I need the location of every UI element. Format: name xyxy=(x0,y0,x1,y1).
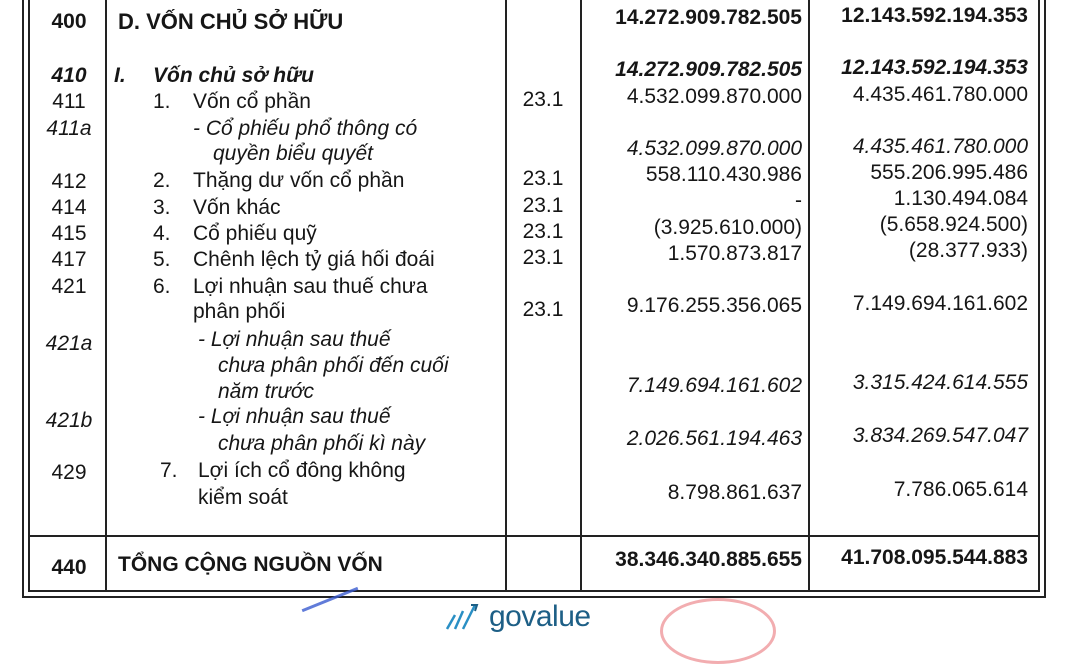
row-code: 411 xyxy=(52,90,86,113)
row-label-line1: Lợi nhuận sau thuế chưa xyxy=(193,275,428,298)
row-value-prior: 555.206.995.486 xyxy=(870,161,1028,184)
row-code: 429 xyxy=(51,461,87,484)
row-label-line3: năm trước xyxy=(218,380,315,403)
row-label-line1: - Cổ phiếu phổ thông có xyxy=(193,117,418,140)
row-value-prior: 12.143.592.194.353 xyxy=(841,56,1028,79)
row-value-current: 4.532.099.870.000 xyxy=(626,137,802,160)
row-value-prior: 4.435.461.780.000 xyxy=(852,83,1028,106)
row-value-prior: (5.658.924.500) xyxy=(879,213,1028,236)
row-note: 23.1 xyxy=(522,298,564,321)
row-note: 23.1 xyxy=(522,88,564,111)
row-value-prior: (28.377.933) xyxy=(908,239,1028,262)
row-note: 23.1 xyxy=(522,167,564,190)
row-code: 411a xyxy=(46,117,92,140)
row-value-prior: 3.315.424.614.555 xyxy=(852,371,1028,394)
row-code: 421b xyxy=(45,409,93,432)
col-divider-desc xyxy=(505,0,507,592)
row-label: Vốn chủ sở hữu xyxy=(153,64,314,87)
border-right-outer xyxy=(1044,0,1046,598)
row-label: Cổ phiếu quỹ xyxy=(193,222,317,245)
row-value-current: (3.925.610.000) xyxy=(653,216,802,239)
row-code: 400 xyxy=(51,10,87,33)
row-value-current: 1.570.873.817 xyxy=(667,242,802,265)
row-value-prior: 3.834.269.547.047 xyxy=(852,424,1028,447)
row-value-current: 2.026.561.194.463 xyxy=(626,427,802,450)
row-code: 414 xyxy=(51,196,87,219)
row-value-current: 14.272.909.782.505 xyxy=(615,6,802,29)
row-value-prior: 41.708.095.544.883 xyxy=(841,546,1028,569)
row-value-current: 7.149.694.161.602 xyxy=(626,374,802,397)
row-label: Chênh lệch tỷ giá hối đoái xyxy=(193,248,435,271)
logo-text: govalue xyxy=(489,600,591,633)
row-num: 5. xyxy=(153,248,171,271)
row-label: Vốn khác xyxy=(193,196,281,219)
row-label: TỔNG CỘNG NGUỒN VỐN xyxy=(118,553,383,576)
row-code: 421 xyxy=(51,275,87,298)
row-code: 410 xyxy=(51,64,87,87)
row-num: 1. xyxy=(153,90,171,113)
row-label: D. VỐN CHỦ SỞ HỮU xyxy=(118,9,344,34)
border-bottom-outer xyxy=(22,596,1046,598)
row-label-line1: - Lợi nhuận sau thuế xyxy=(198,405,391,428)
row-num: 2. xyxy=(153,169,171,192)
row-label: Vốn cổ phần xyxy=(193,90,311,113)
row-value-current: 14.272.909.782.505 xyxy=(615,58,802,81)
row-value-current: 558.110.430.986 xyxy=(645,163,802,186)
row-label-line2: phân phối xyxy=(193,300,286,323)
row-code: 412 xyxy=(51,170,87,193)
row-num: 3. xyxy=(153,196,171,219)
row-label: Thặng dư vốn cổ phần xyxy=(193,169,405,192)
border-right-inner xyxy=(1038,0,1040,592)
row-code: 421a xyxy=(45,332,93,355)
border-left-outer xyxy=(22,0,24,598)
row-value-prior: 1.130.494.084 xyxy=(893,187,1028,210)
row-code: 440 xyxy=(51,556,87,579)
row-value-prior: 7.786.065.614 xyxy=(893,478,1028,501)
row-note: 23.1 xyxy=(522,194,564,217)
border-bottom-inner xyxy=(28,590,1040,592)
row-value-current: 4.532.099.870.000 xyxy=(626,85,802,108)
row-value-prior: 12.143.592.194.353 xyxy=(841,4,1028,27)
row-value-current: 8.798.861.637 xyxy=(667,481,802,504)
row-num: 6. xyxy=(153,275,171,298)
red-stamp xyxy=(660,598,776,664)
row-value-current: 38.346.340.885.655 xyxy=(615,548,802,571)
row-value-prior: 7.149.694.161.602 xyxy=(852,292,1028,315)
row-note: 23.1 xyxy=(522,246,564,269)
row-value-prior: 4.435.461.780.000 xyxy=(852,135,1028,158)
govalue-mark-icon xyxy=(445,603,485,631)
row-num: I. xyxy=(114,64,126,87)
row-value-current: 9.176.255.356.065 xyxy=(626,294,802,317)
row-label-line1: Lợi ích cổ đông không xyxy=(198,459,406,482)
row-code: 415 xyxy=(51,222,87,245)
row-label-line2: chưa phân phối đến cuối xyxy=(218,354,449,377)
row-label-line2: chưa phân phối kì này xyxy=(218,432,426,455)
govalue-logo xyxy=(445,600,591,634)
row-num: 4. xyxy=(153,222,171,245)
row-value-current: - xyxy=(795,189,802,212)
total-row-divider xyxy=(28,535,1040,537)
row-code: 417 xyxy=(51,248,87,271)
row-note: 23.1 xyxy=(522,220,564,243)
row-label-line2: quyền biểu quyết xyxy=(213,142,373,165)
row-label-line2: kiểm soát xyxy=(198,486,288,509)
row-num: 7. xyxy=(160,459,178,482)
row-label-line1: - Lợi nhuận sau thuế xyxy=(198,328,391,351)
